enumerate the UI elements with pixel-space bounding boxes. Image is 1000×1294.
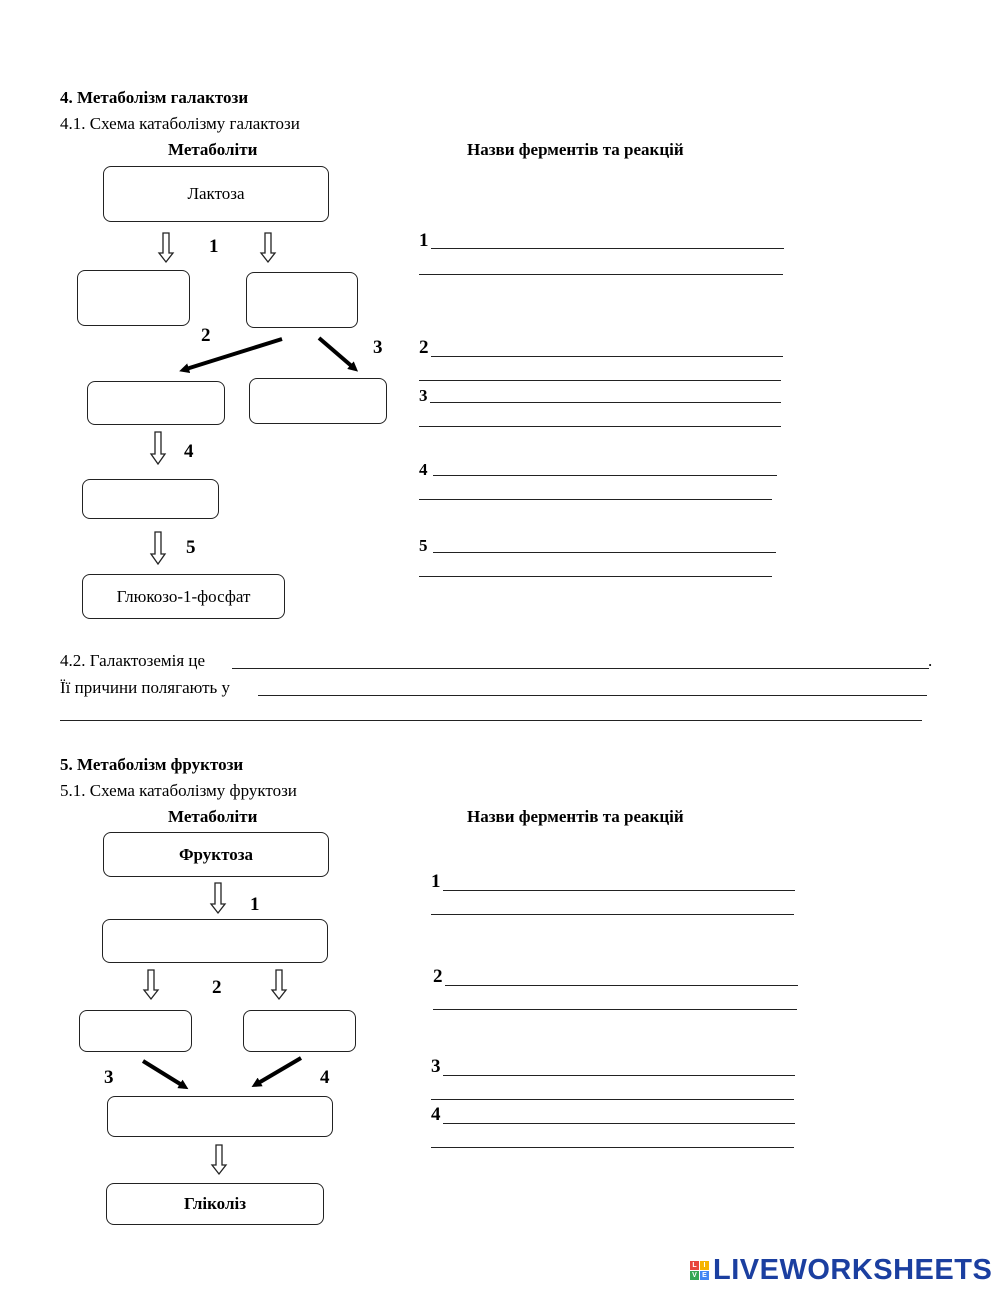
- down-arrow-icon: [261, 233, 275, 262]
- diagonal-arrow-icon: [255, 1058, 301, 1085]
- diagonal-arrow-icon: [143, 1061, 185, 1087]
- logo-mark-icon: [690, 1261, 709, 1280]
- diagonal-arrow-icon: [319, 338, 355, 369]
- step-label: 5: [186, 537, 196, 558]
- answer-number: 1: [431, 871, 441, 892]
- logo-mark-letter: E: [700, 1271, 709, 1280]
- logo-mark-letter: I: [700, 1261, 709, 1270]
- answer-number: 3: [419, 386, 428, 405]
- step-label: 1: [250, 894, 260, 915]
- step-label: 4: [320, 1067, 330, 1088]
- galactosemia-question: 4.2. Галактоземія це: [60, 651, 206, 670]
- down-arrow-icon: [151, 532, 165, 564]
- down-arrow-icon: [144, 970, 158, 999]
- glycolysis-label: Гліколіз: [183, 1194, 247, 1213]
- lactose-label: Лактоза: [187, 184, 245, 203]
- step-label: 1: [209, 236, 219, 257]
- logo-mark-letter: L: [690, 1261, 699, 1270]
- period: .: [928, 651, 933, 670]
- section4-col-metabolites: Метаболіти: [168, 140, 258, 159]
- causes-question: Її причини полягають у: [60, 678, 231, 697]
- step-label: 4: [184, 441, 194, 462]
- answer-number: 2: [419, 337, 429, 358]
- glucose-1-phosphate-label: Глюкозо-1-фосфат: [116, 586, 251, 606]
- logo-mark-letter: V: [690, 1271, 699, 1280]
- answer-number: 5: [419, 536, 428, 555]
- section4-col-enzymes: Назви ферментів та реакцій: [467, 140, 684, 159]
- down-arrow-icon: [272, 970, 286, 999]
- liveworksheets-logo: [690, 1252, 992, 1288]
- answer-number: 2: [433, 966, 443, 987]
- step-label: 2: [201, 325, 211, 346]
- fructose-label: Фруктоза: [178, 844, 254, 864]
- down-arrow-icon: [211, 883, 225, 913]
- section4-title: 4. Метаболізм галактози: [60, 88, 249, 107]
- answer-number: 1: [419, 230, 429, 251]
- section5-subtitle: 5.1. Схема катаболізму фруктози: [60, 781, 297, 800]
- section5-col-metabolites: Метаболіти: [168, 807, 258, 826]
- logo-text: LIVEWORKSHEETS: [713, 1253, 993, 1286]
- step-label: 2: [212, 977, 222, 998]
- step-label: 3: [104, 1067, 114, 1088]
- answer-number: 4: [431, 1104, 441, 1125]
- answer-number: 4: [419, 460, 428, 479]
- down-arrow-icon: [151, 432, 165, 464]
- answer-number: 3: [431, 1056, 441, 1077]
- step-label: 3: [373, 337, 383, 358]
- section5-title: 5. Метаболізм фруктози: [60, 755, 244, 774]
- diagonal-arrow-icon: [183, 339, 282, 370]
- down-arrow-icon: [212, 1145, 226, 1174]
- down-arrow-icon: [159, 233, 173, 262]
- section4-subtitle: 4.1. Схема катаболізму галактози: [60, 114, 300, 133]
- section5-col-enzymes: Назви ферментів та реакцій: [467, 807, 684, 826]
